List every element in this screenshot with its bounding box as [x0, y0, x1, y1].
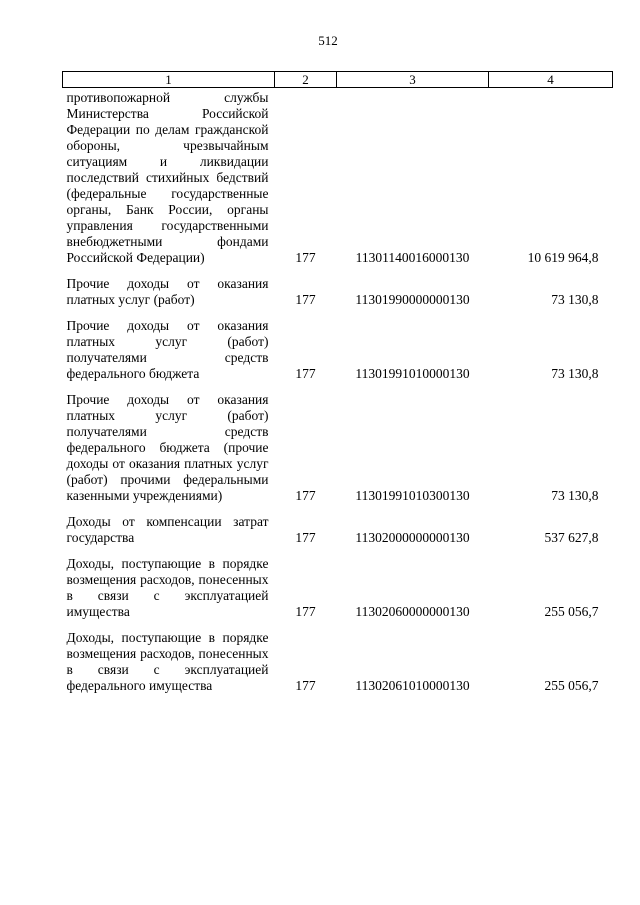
- page-number: 512: [318, 33, 338, 48]
- row-description: противопожарной службы Министерства Российской Федерации по делам гражданской обороны, чрезвычайным ситуациям и ликвидации последствий стихийных бедствий (федеральные государственные органы, Банк России, органы управления государственными внебюджетными фондами Российской Федерации): [66, 90, 269, 265]
- row-budget-code: 11302060000000130: [355, 604, 470, 619]
- row-description: Доходы от компенсации затрат государства: [66, 514, 269, 545]
- row-budget-code: 11301990000000130: [355, 292, 470, 307]
- row-amount: 10 619 964,8: [527, 250, 599, 265]
- row-admin-code: 177: [295, 292, 316, 307]
- row-admin-code: 177: [295, 604, 316, 619]
- row-amount: 255 056,7: [544, 604, 599, 619]
- table-header: [63, 72, 613, 88]
- row-amount: 73 130,8: [551, 292, 599, 307]
- row-amount: 255 056,7: [544, 678, 599, 693]
- row-budget-code: 11301991010000130: [355, 366, 470, 381]
- row-budget-code: 11302000000000130: [355, 530, 470, 545]
- table-row: [63, 546, 613, 620]
- row-description: Прочие доходы от оказания платных услуг (работ) получателями средств федерального бюджета: [66, 318, 269, 381]
- table-row: [63, 382, 613, 504]
- row-amount: 73 130,8: [551, 488, 599, 503]
- row-admin-code: 177: [295, 678, 316, 693]
- row-admin-code: 177: [295, 488, 316, 503]
- row-amount: 537 627,8: [544, 530, 599, 545]
- row-admin-code: 177: [295, 366, 316, 381]
- header-col-2: 2: [275, 72, 337, 88]
- table-row: [63, 266, 613, 308]
- header-col-4: 4: [489, 72, 613, 88]
- table-row: [63, 88, 613, 267]
- row-description: Прочие доходы от оказания платных услуг (работ) получателями средств федерального бюджета (прочие доходы от оказания платных услуг (работ) прочими федеральными казенными учреждениями): [66, 392, 269, 503]
- row-description: Доходы, поступающие в порядке возмещения расходов, понесенных в связи с эксплуатацией имущества: [66, 556, 269, 619]
- table-row: [63, 620, 613, 694]
- table-row: [63, 504, 613, 546]
- row-amount: 73 130,8: [551, 366, 599, 381]
- revenue-table: [62, 71, 613, 694]
- row-admin-code: 177: [295, 530, 316, 545]
- row-description: Прочие доходы от оказания платных услуг (работ): [66, 276, 269, 307]
- table-row: [63, 308, 613, 382]
- header-col-1: 1: [63, 72, 275, 88]
- header-col-3: 3: [337, 72, 489, 88]
- row-admin-code: 177: [295, 250, 316, 265]
- row-budget-code: 11301991010300130: [355, 488, 470, 503]
- row-description: Доходы, поступающие в порядке возмещения расходов, понесенных в связи с эксплуатацией федерального имущества: [66, 630, 269, 693]
- row-budget-code: 11302061010000130: [355, 678, 470, 693]
- row-budget-code: 11301140016000130: [355, 250, 470, 265]
